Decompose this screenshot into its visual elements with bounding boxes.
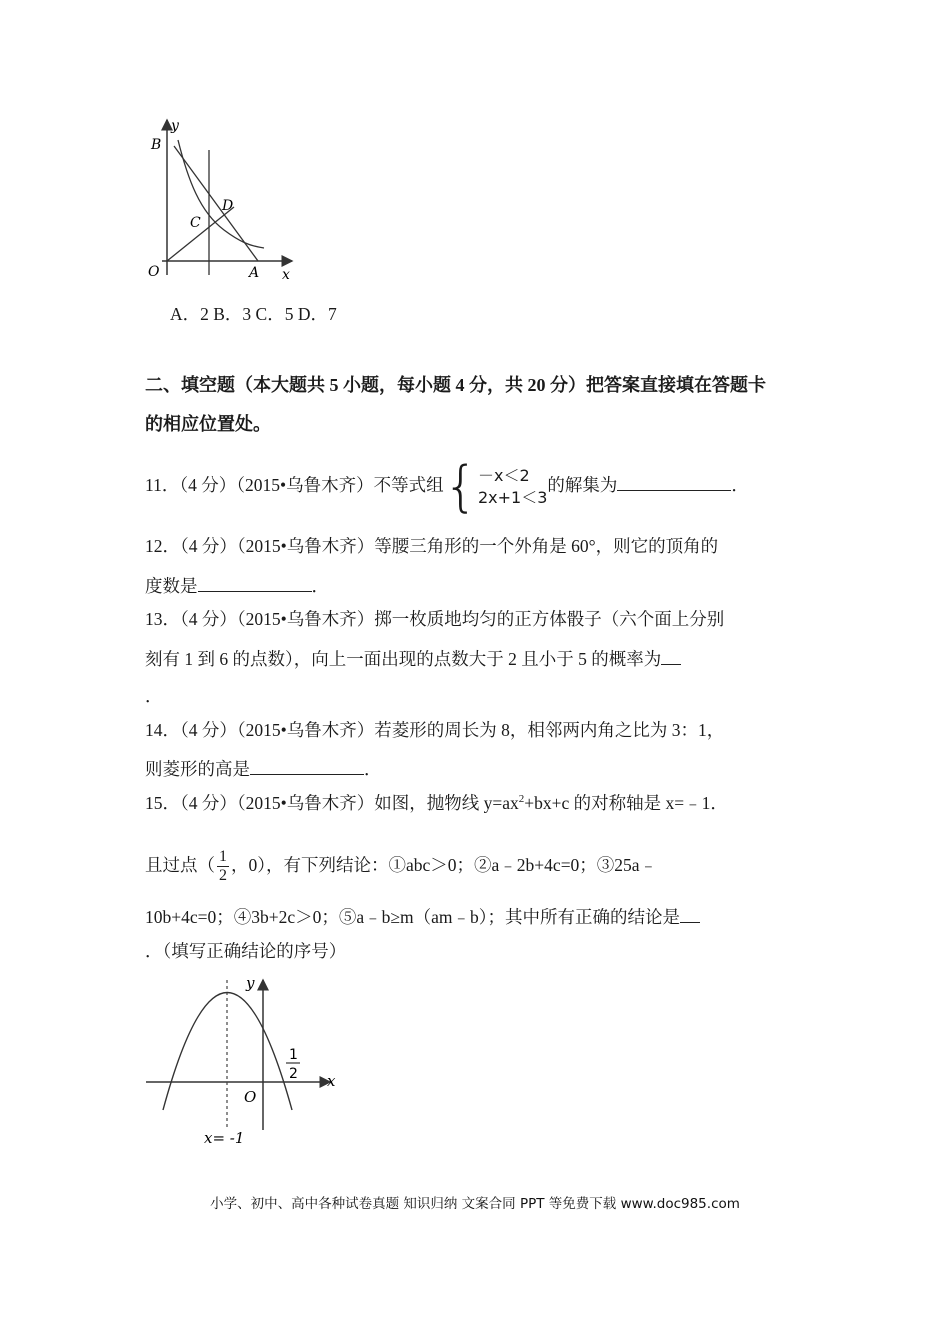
q15-line3 [145, 904, 700, 929]
q15-point-prefix: 且过点（ [145, 855, 215, 875]
question-11 [145, 454, 749, 518]
q15-label-half-num: 1 [289, 1047, 298, 1063]
label-x: x [282, 267, 290, 283]
q11-end: ． [731, 475, 749, 495]
q14-answer-blank[interactable] [250, 756, 364, 775]
q12-answer-blank[interactable] [198, 573, 312, 592]
q15-label-y: y [246, 974, 255, 992]
label-o: O [148, 264, 160, 280]
section2-heading-line1: 二、填空题（本大题共 5 小题，每小题 4 分，共 20 分）把答案直接填在答题卡 [145, 375, 766, 395]
q14-end: ． [364, 759, 382, 779]
q15-text-b: +bx+c 的对称轴是 x=﹣1． [524, 793, 728, 813]
q12-text: 度数是 [145, 576, 198, 596]
q11-ineq1: －x＜2 [477, 465, 530, 485]
q15-label-half-den: 2 [289, 1066, 298, 1082]
q14-text: 则菱形的高是 [145, 759, 250, 779]
q10-options: A．2 B．3 C．5 D．7 [170, 304, 337, 324]
q13-line1: 13．（4 分）（2015•乌鲁木齐）掷一枚质地均匀的正方体骰子（六个面上分别 [145, 609, 725, 629]
q12-line1: 12．（4 分）（2015•乌鲁木齐）等腰三角形的一个外角是 60°，则它的顶角的 [145, 536, 719, 556]
q11-answer-blank[interactable] [617, 472, 731, 491]
q15-fraction [217, 848, 229, 885]
q14-line2 [145, 756, 382, 781]
q15-conclusions: ，0），有下列结论：①abc＞0；②a﹣2b+4c=0；③25a﹣ [231, 855, 658, 875]
q12-end: ． [311, 576, 329, 596]
label-a: A [249, 265, 260, 281]
q15-label-o: O [244, 1088, 257, 1106]
label-d: D [222, 198, 234, 214]
q15-answer-blank[interactable] [680, 904, 700, 923]
q11-system [478, 465, 547, 509]
q13-line3: ． [145, 686, 163, 706]
q15-text-a: 15．（4 分）（2015•乌鲁木齐）如图，抛物线 y=ax [145, 793, 519, 813]
q11-suffix: 的解集为 [547, 475, 618, 495]
label-b: B [151, 137, 162, 153]
q12-line2 [145, 573, 329, 598]
q11-brace: { [443, 454, 478, 518]
q13-text: 刻有 1 到 6 的点数），向上一面出现的点数大于 2 且小于 5 的概率为 [145, 649, 662, 669]
label-c: C [190, 215, 201, 231]
line-ab [174, 146, 258, 261]
q15-line4: ．（填写正确结论的序号） [145, 941, 347, 961]
q15-figure [140, 970, 350, 1150]
q11-prefix: 11．（4 分）（2015•乌鲁木齐）不等式组 [145, 475, 444, 495]
q10-figure [140, 110, 300, 285]
q11-ineq2: 2x+1＜3 [477, 487, 548, 507]
section2-heading-line2: 的相应位置处。 [145, 414, 271, 434]
q15-fraction-num: 1 [219, 848, 227, 866]
label-y: y [171, 118, 179, 134]
q15-fraction-den: 2 [219, 867, 227, 885]
footer: 小学、初中、高中各种试卷真题 知识归纳 文案合同 PPT 等免费下载 www.doc985.com [210, 1196, 740, 1212]
q13-line2 [145, 646, 681, 671]
q15-text-c: 10b+4c=0；④3b+2c＞0；⑤a﹣b≥m（am﹣b）；其中所有正确的结论是 [145, 907, 681, 927]
q13-answer-blank[interactable] [661, 646, 681, 665]
q15-label-x: x [327, 1072, 336, 1090]
q15-exponent: 2 [518, 793, 525, 806]
q15-line1 [145, 791, 728, 815]
hyperbola-curve [178, 140, 264, 248]
q15-label-axis: x= -1 [204, 1129, 245, 1147]
q14-line1: 14．（4 分）（2015•乌鲁木齐）若菱形的周长为 8，相邻两内角之比为 3：1， [145, 720, 725, 740]
q15-line2 [145, 843, 657, 887]
